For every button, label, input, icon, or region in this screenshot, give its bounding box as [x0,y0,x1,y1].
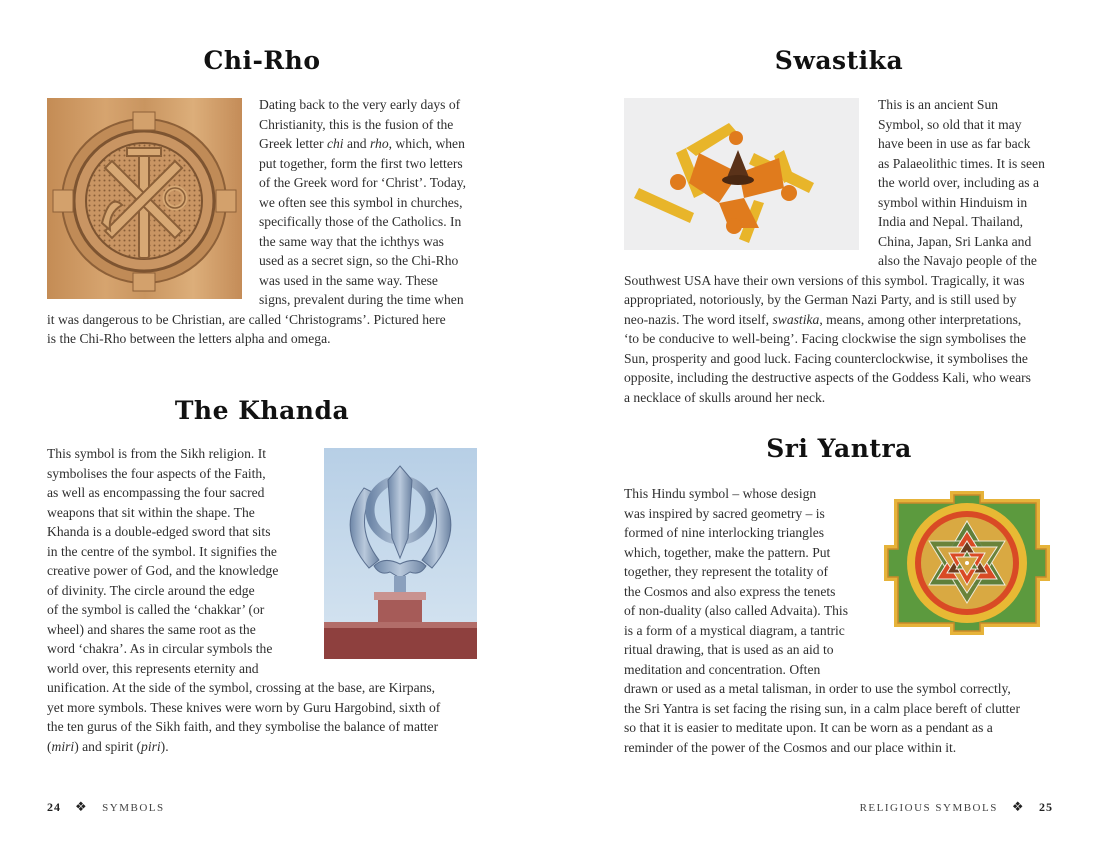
text-line: in the centre of the symbol. It signifies the [47,543,277,559]
page-number: 24 [47,800,61,814]
heading-the-khanda: The Khanda [174,396,350,425]
left-folio [47,799,165,815]
text-line: have been in use as far back [878,136,1031,151]
text-line: (miri) and spirit (piri). [47,738,169,754]
text-line: India and Nepal. Thailand, [878,214,1024,229]
khanda-emblem-icon [324,448,477,659]
text-line: world over, this represents eternity and [47,660,259,676]
text-line: opposite, including the destructive aspects of the Goddess Kali, who wears [624,370,1031,385]
text-line: was used in the same way. These [259,272,438,288]
text-line: which, together, make the pattern. Put [624,544,831,560]
text-line: China, Japan, Sri Lanka and [878,233,1032,249]
text-line: unification. At the side of the symbol, crossing at the base, are Kirpans, [47,680,436,695]
text-line: a necklace of skulls around her neck. [624,389,826,405]
right-page [550,0,1100,847]
text-line: of the Greek word for ‘Christ’. Today, [259,175,467,190]
text-line: word ‘chakra’. As in circular symbols the [47,641,273,656]
text-line: the world over, including as a [878,175,1040,190]
text-line: the same way that the ichthys was [259,233,444,249]
text-line: Dating back to the very early days of [259,97,461,112]
ornament-icon: ❖ [1011,799,1025,814]
text-line: together, they represent the totality of [624,564,829,579]
text-line: ritual drawing, that is used as an aid to [624,642,834,657]
running-head: RELIGIOUS SYMBOLS [859,802,998,814]
heading-chi-rho: Chi-Rho [203,46,321,75]
text-line: of the symbol is called the ‘chakkar’ (or [47,602,265,617]
text-line: Greek letter chi and rho, which, when [259,136,465,151]
text-line: put together, form the first two letters [259,155,463,171]
text-line: the Cosmos and also express the tenets [624,583,836,599]
text-line: weapons that sit within the shape. The [47,504,255,520]
text-line: reminder of the power of the Cosmos and our place within it. [624,739,957,755]
text-line: signs, prevalent during the time when [259,292,464,307]
text-line: the Sri Yantra is set facing the rising sun, in a calm place bereft of clutter [624,700,1020,716]
text-line: Sun, prosperity and good luck. Facing counterclockwise, it symbolises the [624,350,1028,366]
text-line: used as a secret sign, so the Chi-Rho [259,253,459,268]
chi-rho-carving-icon [47,98,242,299]
text-line: it was dangerous to be Christian, are called ‘Christograms’. Pictured here [47,311,446,327]
sri-yantra-image [880,489,1054,637]
text-line: Southwest USA have their own versions of this symbol. Tragically, it was [624,272,1025,288]
text-line: as Palaeolithic times. It is seen [878,155,1045,171]
text-line: drawn or used as a metal talisman, in order to use the symbol correctly, [624,681,1011,696]
heading-swastika: Swastika [774,46,904,75]
text-line: formed of nine interlocking triangles [624,525,825,540]
text-line: yet more symbols. These knives were worn by Guru Hargobind, sixth of [47,699,441,715]
ornament-icon: ❖ [75,799,89,814]
text-line: neo-nazis. The word itself, swastika, means, among other interpretations, [624,311,1022,327]
text-line: symbolises the four aspects of the Faith, [47,465,266,481]
text-line: also the Navajo people of the [878,253,1037,268]
text-line: specifically those of the Catholics. In [259,214,462,229]
text-line: This Hindu symbol – whose design [624,486,817,501]
text-line: is the Chi-Rho between the letters alpha and omega. [47,331,331,346]
text-line: This symbol is from the Sikh religion. It [47,446,267,461]
text-line: Symbol, so old that it may [878,116,1022,132]
text-line: the ten gurus of the Sikh faith, and they symbolise the balance of matter [47,719,439,734]
text-line: of non-duality (also called Advaita). This [624,603,848,618]
text-line: is a form of a mystical diagram, a tantric [624,622,845,638]
right-folio [860,799,1053,815]
swastika-image [624,98,859,250]
text-line: This is an ancient Sun [878,97,999,112]
text-line: symbol within Hinduism in [878,194,1028,210]
text-line: Khanda is a double-edged sword that sits [47,524,271,539]
text-line: so that it is easier to meditate upon. It can be worn as a pendant as a [624,720,993,735]
text-line: appropriated, notoriously, by the German Nazi Party, and is still used by [624,292,1017,307]
text-line: Christianity, this is the fusion of the [259,116,454,132]
text-line: meditation and concentration. Often [624,661,821,677]
chi-rho-image [47,98,242,299]
text-line: creative power of God, and the knowledge [47,563,279,578]
page-number: 25 [1039,800,1053,814]
marigold-swastika-icon [624,98,859,250]
sri-yantra-diagram-icon [880,489,1054,637]
text-line: we often see this symbol in churches, [259,194,463,210]
text-line: as well as encompassing the four sacred [47,485,265,500]
heading-sri-yantra: Sri Yantra [766,434,912,463]
text-line: wheel) and shares the same root as the [47,621,256,637]
running-head: SYMBOLS [102,802,165,814]
text-line: ‘to be conducive to well-being’. Facing clockwise the sign symbolises the [624,331,1027,346]
khanda-image [324,448,477,659]
text-line: was inspired by sacred geometry – is [624,505,825,521]
text-line: of divinity. The circle around the edge [47,582,255,598]
